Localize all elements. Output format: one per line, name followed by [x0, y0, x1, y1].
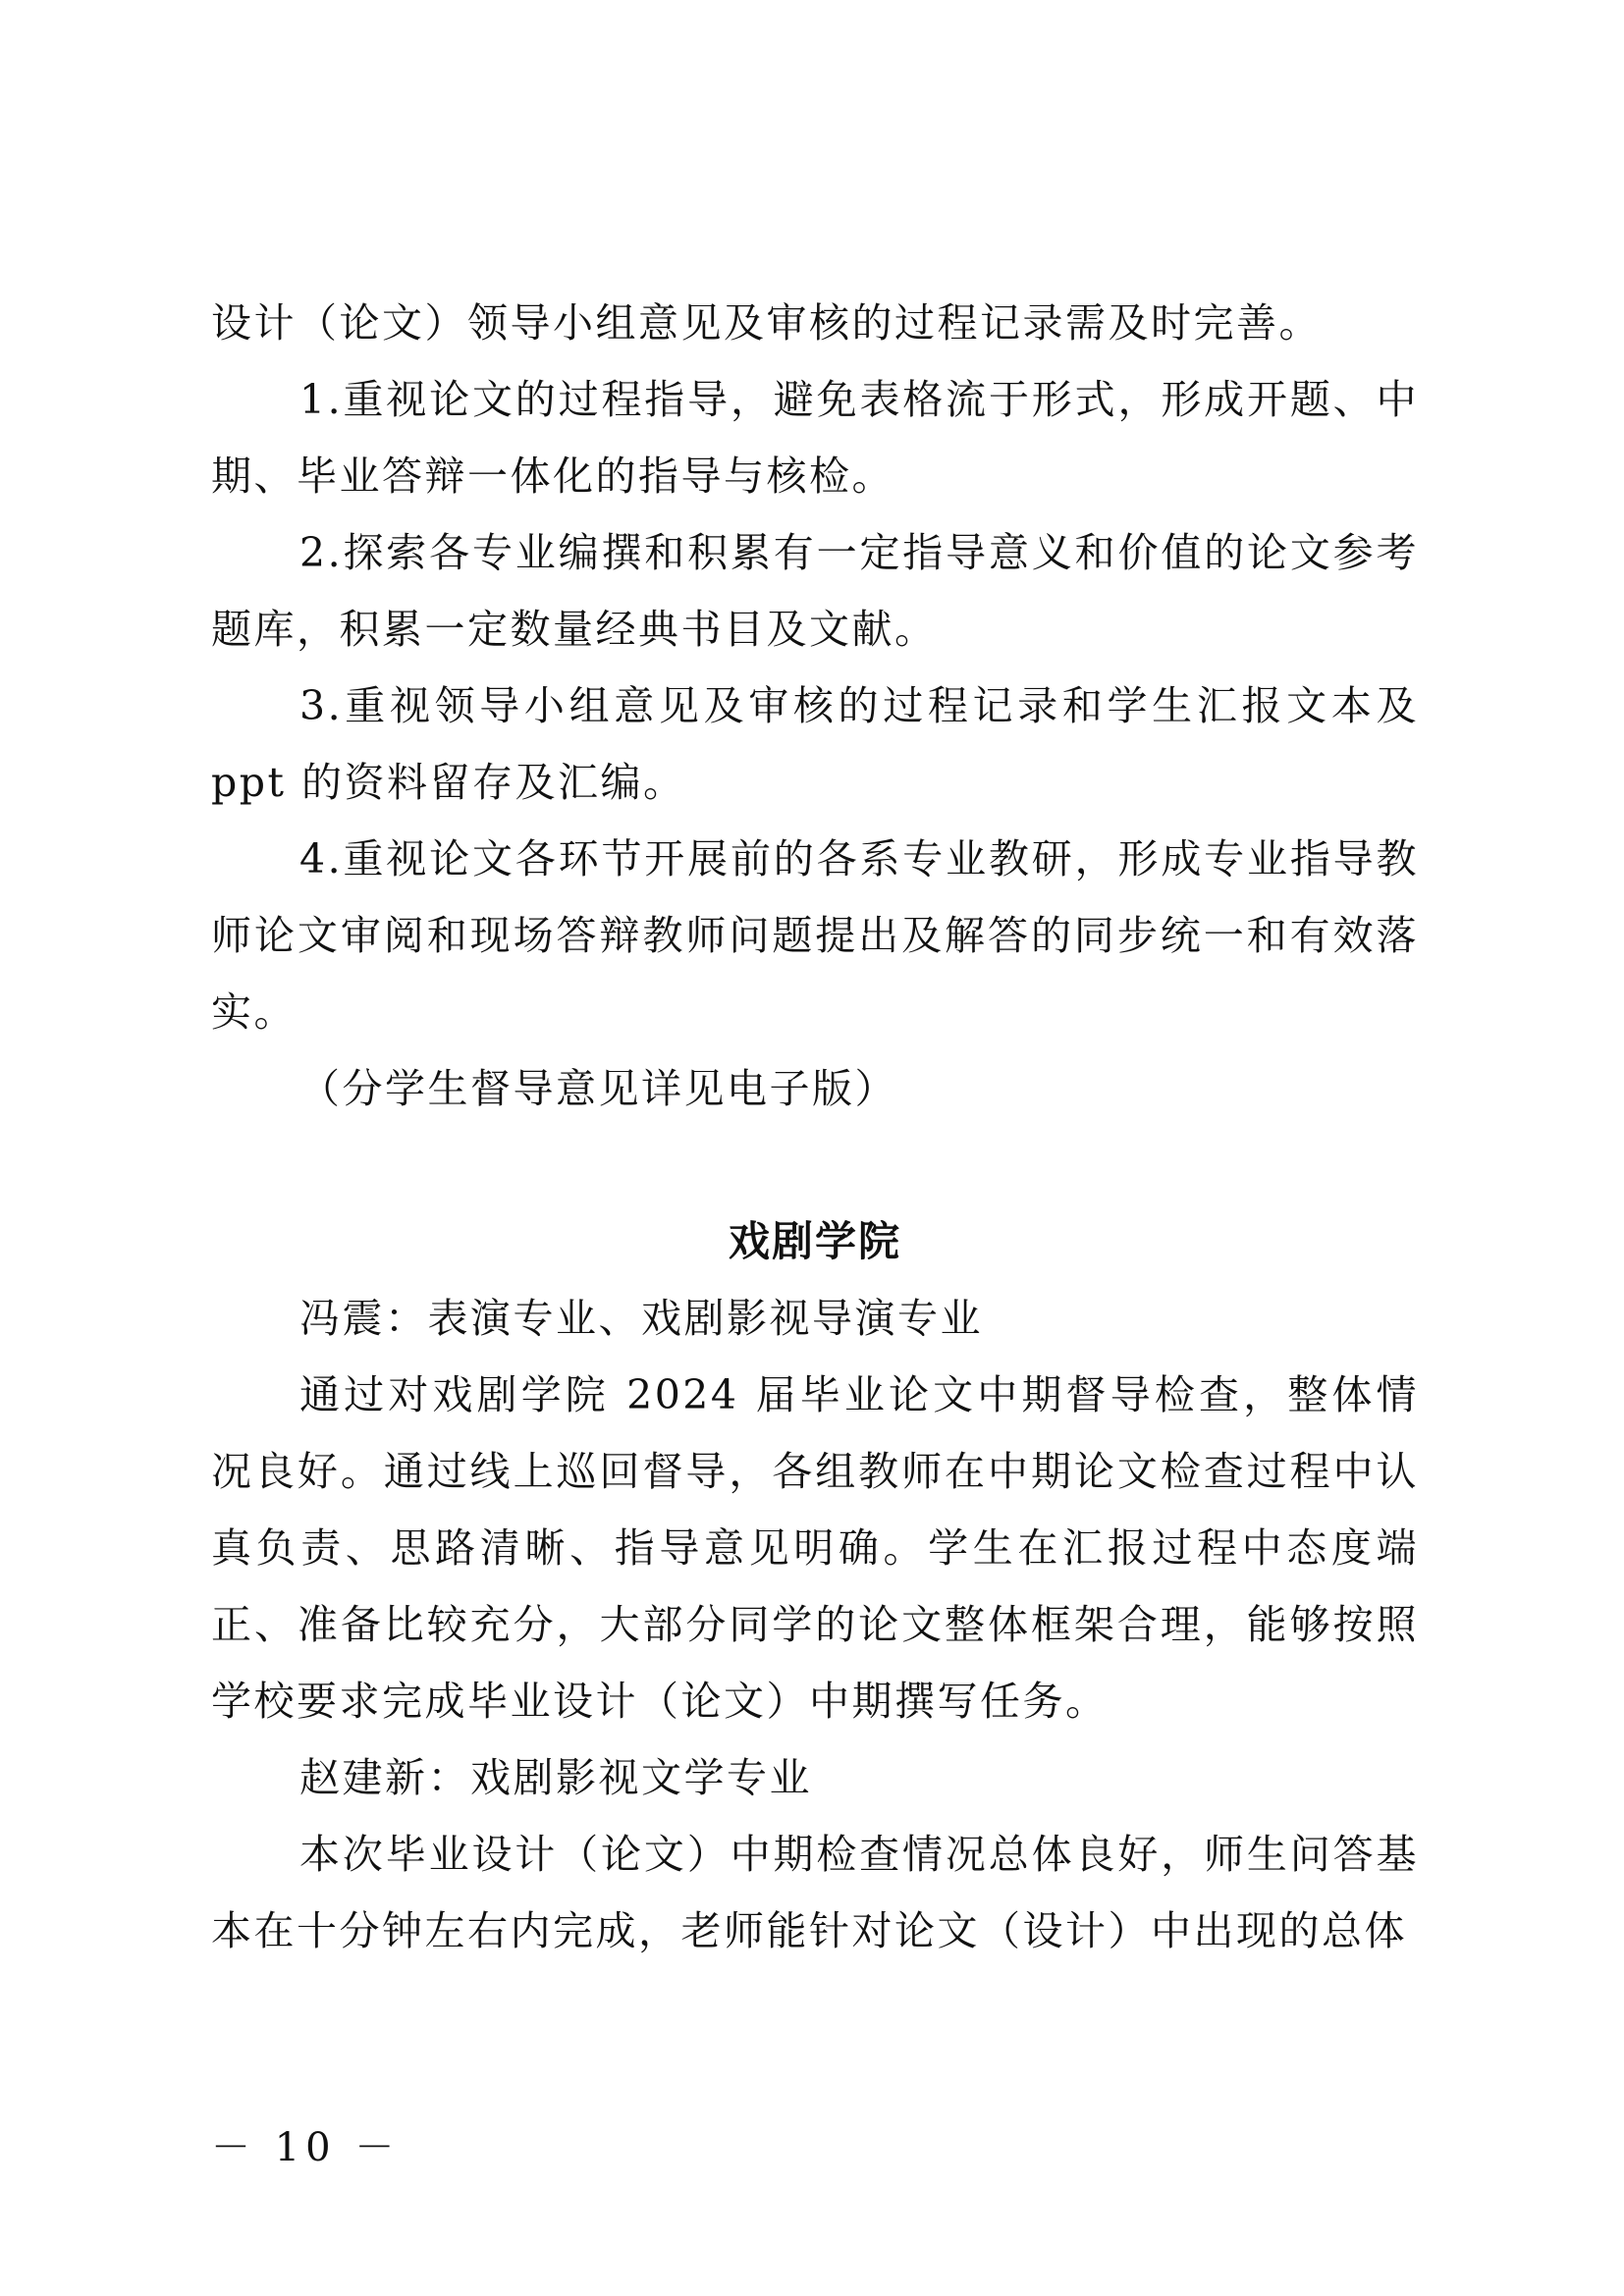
paragraph-item-4: 4.重视论文各环节开展前的各系专业教研，形成专业指导教师论文审阅和现场答辩教师问题提出及解答的同步统一和有效落实。	[211, 835, 1419, 1036]
electronic-version-note: （分学生督导意见详见电子版）	[299, 1065, 897, 1112]
paragraph-item-1: 1.重视论文的过程指导，避免表格流于形式，形成开题、中期、毕业答辩一体化的指导与核检。	[211, 376, 1419, 500]
paragraph-continuation: 设计（论文）领导小组意见及审核的过程记录需及时完善。	[211, 299, 1322, 347]
reviewer-comment-1: 通过对戏剧学院 2024 届毕业论文中期督导检查，整体情况良好。通过线上巡回督导，各组教师在中期论文检查过程中认真负责、思路清晰、指导意见明确。学生在汇报过程中态度端正、准备比较充分，大部分同学的论文整体框架合理，能够按照学校要求完成毕业设计（论文）中期撰写任务。	[211, 1371, 1419, 1725]
reviewer-comment-2: 本次毕业设计（论文）中期检查情况总体良好，师生问答基本在十分钟左右内完成，老师能针对论文（设计）中出现的总体	[211, 1831, 1419, 1954]
reviewer-heading-1: 冯震：表演专业、戏剧影视导演专业	[299, 1295, 983, 1342]
paragraph-item-3: 3.重视领导小组意见及审核的过程记录和学生汇报文本及ppt 的资料留存及汇编。	[211, 682, 1419, 806]
reviewer-heading-2: 赵建新：戏剧影视文学专业	[299, 1754, 812, 1801]
paragraph-item-2: 2.探索各专业编撰和积累有一定指导意义和价值的论文参考题库，积累一定数量经典书目及文献。	[211, 529, 1419, 653]
page-number: － 10 －	[211, 2125, 401, 2170]
page-content	[211, 285, 1419, 1969]
section-title: 戏剧学院	[728, 1217, 901, 1265]
